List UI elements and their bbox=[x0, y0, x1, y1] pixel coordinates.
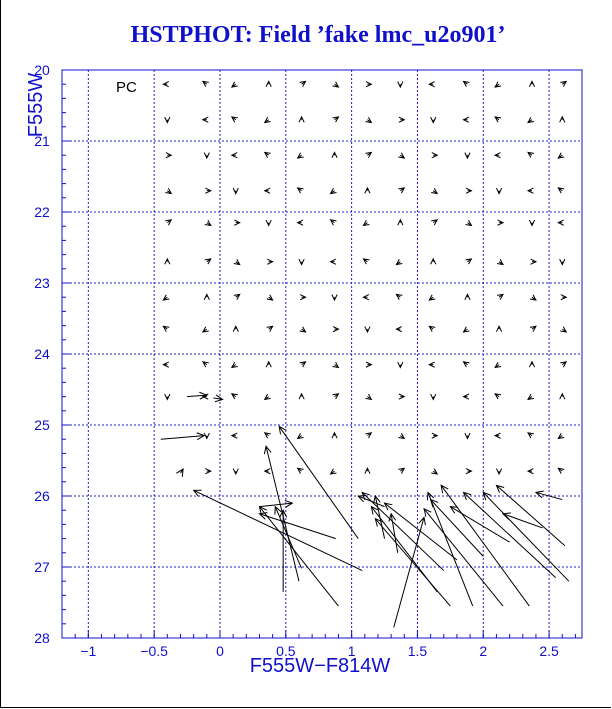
field-chevron bbox=[560, 327, 566, 332]
field-chevron bbox=[165, 117, 170, 122]
field-chevron bbox=[331, 188, 337, 193]
field-chevron bbox=[331, 220, 337, 225]
field-chevron bbox=[496, 326, 501, 331]
vector-arrow bbox=[450, 507, 509, 543]
field-chevron bbox=[464, 327, 470, 332]
field-chevron bbox=[495, 117, 501, 122]
field-chevron bbox=[396, 259, 402, 264]
field-chevron bbox=[299, 259, 304, 264]
vector-arrow bbox=[427, 492, 472, 606]
chart-title: HSTPHOT: Field ’fake lmc_u2o901’ bbox=[130, 22, 506, 48]
field-chevron bbox=[465, 153, 470, 158]
field-chevron bbox=[204, 294, 209, 299]
field-chevron bbox=[232, 82, 238, 87]
field-chevron bbox=[204, 153, 209, 158]
field-chevron bbox=[429, 326, 435, 331]
field-chevron bbox=[232, 153, 237, 158]
field-chevron bbox=[232, 394, 238, 399]
panel-label: PC bbox=[116, 79, 137, 96]
x-tick-label: 1.5 bbox=[407, 643, 428, 659]
field-chevron bbox=[234, 259, 240, 264]
y-tick-label: 20 bbox=[34, 62, 50, 78]
field-chevron bbox=[465, 294, 470, 299]
field-chevron bbox=[560, 117, 565, 122]
field-chevron bbox=[528, 117, 534, 122]
field-chevron bbox=[529, 362, 534, 367]
field-chevron bbox=[497, 259, 503, 264]
field-chevron bbox=[331, 259, 336, 264]
field-chevron bbox=[300, 295, 305, 300]
field-chevron bbox=[365, 468, 370, 473]
field-chevron bbox=[265, 469, 270, 474]
field-chevron bbox=[398, 468, 404, 473]
grid-lines bbox=[62, 70, 582, 638]
x-tick-label: −0.5 bbox=[140, 643, 168, 659]
field-chevron bbox=[464, 117, 469, 122]
field-chevron bbox=[298, 220, 303, 225]
field-chevron bbox=[205, 220, 211, 225]
vector-arrow bbox=[394, 517, 426, 627]
field-chevron bbox=[233, 469, 238, 474]
x-tick-label: 0 bbox=[216, 643, 224, 659]
vector-arrow bbox=[187, 392, 207, 399]
field-chevron bbox=[530, 295, 536, 300]
field-chevron bbox=[363, 295, 368, 300]
vector-arrow bbox=[279, 426, 358, 538]
y-tick-label: 21 bbox=[34, 133, 50, 149]
field-chevron bbox=[560, 81, 566, 86]
field-chevron bbox=[560, 259, 565, 264]
field-chevron bbox=[560, 362, 566, 367]
field-chevron bbox=[333, 117, 339, 122]
vector-arrow bbox=[161, 433, 204, 440]
field-chevron bbox=[267, 259, 272, 264]
y-tick-label: 23 bbox=[34, 275, 50, 291]
field-chevron bbox=[398, 188, 404, 193]
field-chevron bbox=[432, 433, 437, 438]
field-chevron bbox=[165, 259, 170, 264]
field-chevron bbox=[398, 362, 403, 367]
field-chevron bbox=[333, 394, 339, 399]
field-chevron bbox=[466, 469, 471, 474]
field-chevron bbox=[365, 117, 371, 122]
field-chevron bbox=[431, 220, 437, 225]
field-chevron bbox=[233, 326, 238, 331]
field-chevron bbox=[205, 469, 210, 474]
field-chevron bbox=[495, 153, 500, 158]
field-chevron bbox=[497, 294, 503, 299]
field-chevron bbox=[203, 327, 209, 332]
field-chevron bbox=[429, 82, 434, 87]
field-chevron bbox=[332, 152, 337, 157]
field-chevron bbox=[267, 326, 273, 331]
field-chevron bbox=[166, 153, 171, 158]
vector-arrow bbox=[176, 469, 183, 477]
field-chevron bbox=[265, 117, 271, 122]
field-chevron bbox=[528, 433, 534, 438]
field-chevron bbox=[299, 117, 304, 122]
field-chevron bbox=[431, 188, 437, 193]
y-tick-label: 25 bbox=[34, 417, 50, 433]
field-chevron bbox=[366, 82, 371, 87]
field-chevron bbox=[333, 362, 339, 367]
field-chevron bbox=[431, 259, 436, 264]
field-chevron bbox=[331, 469, 337, 474]
vector-arrow bbox=[431, 500, 484, 557]
field-chevron bbox=[465, 433, 470, 438]
field-chevron bbox=[365, 327, 370, 332]
field-chevron bbox=[399, 117, 404, 122]
x-tick-label: 0.5 bbox=[276, 643, 296, 659]
y-tick-label: 22 bbox=[34, 204, 50, 220]
field-chevron bbox=[232, 117, 238, 122]
vector-arrow bbox=[213, 395, 222, 402]
field-chevron bbox=[298, 188, 304, 193]
field-chevron bbox=[333, 82, 339, 87]
field-chevron bbox=[234, 220, 239, 225]
field-chevron bbox=[528, 188, 533, 193]
field-chevron bbox=[396, 294, 402, 299]
field-chevron bbox=[398, 153, 404, 158]
field-chevron bbox=[398, 433, 404, 438]
field-chevron bbox=[299, 394, 304, 399]
field-chevron bbox=[365, 152, 371, 157]
vector-arrow bbox=[259, 500, 292, 507]
vector-arrow bbox=[483, 492, 569, 581]
field-chevron bbox=[495, 433, 500, 438]
field-chevron bbox=[332, 295, 337, 300]
field-chevron bbox=[398, 220, 403, 225]
field-chevron bbox=[265, 433, 271, 438]
field-chevron bbox=[298, 153, 304, 158]
field-chevron bbox=[365, 433, 371, 438]
field-chevron bbox=[396, 327, 401, 332]
y-axis-label: F555W bbox=[25, 72, 47, 138]
field-chevron bbox=[558, 433, 564, 438]
field-chevron bbox=[530, 326, 536, 331]
x-axis-label: F555W−F814W bbox=[249, 655, 391, 677]
field-chevron bbox=[531, 259, 536, 264]
field-chevron bbox=[266, 220, 271, 225]
vector-arrow bbox=[259, 513, 335, 539]
field-chevron bbox=[165, 394, 170, 399]
x-tick-label: 2.5 bbox=[539, 643, 559, 659]
field-chevron bbox=[466, 220, 472, 225]
vector-arrow bbox=[358, 495, 384, 506]
x-tick-label: 1 bbox=[347, 643, 356, 659]
field-chevron bbox=[163, 326, 169, 331]
field-chevron bbox=[496, 469, 501, 474]
y-tick-label: 28 bbox=[34, 630, 50, 646]
field-chevron bbox=[232, 433, 237, 438]
vector-arrow bbox=[375, 519, 450, 606]
field-chevron bbox=[265, 188, 270, 193]
field-chevron bbox=[529, 220, 534, 225]
field-chevron bbox=[232, 362, 238, 367]
field-chevron bbox=[560, 394, 565, 399]
field-chevron bbox=[332, 433, 337, 438]
field-chevron bbox=[365, 394, 371, 399]
field-chevron bbox=[561, 295, 566, 300]
field-chevron bbox=[205, 188, 210, 193]
field-chevron bbox=[300, 81, 306, 86]
field-chevron bbox=[495, 362, 501, 367]
field-chevron bbox=[366, 362, 371, 367]
field-chevron bbox=[529, 81, 534, 86]
field-chevron bbox=[431, 394, 436, 399]
field-chevron bbox=[466, 188, 471, 193]
field-chevron bbox=[298, 433, 304, 438]
field-chevron bbox=[300, 327, 306, 332]
x-tick-label: −1 bbox=[80, 643, 97, 659]
field-chevron bbox=[204, 433, 209, 438]
field-chevron bbox=[265, 394, 271, 399]
vector-arrow bbox=[259, 507, 338, 606]
field-chevron bbox=[165, 220, 171, 225]
field-chevron bbox=[163, 82, 168, 87]
field-chevron bbox=[558, 220, 563, 225]
field-chevron bbox=[203, 117, 208, 122]
field-chevron bbox=[528, 152, 534, 157]
field-chevron bbox=[558, 188, 564, 193]
field-chevron bbox=[234, 294, 240, 299]
field-chevron bbox=[363, 220, 369, 225]
field-chevron bbox=[298, 468, 304, 473]
y-tick-label: 24 bbox=[34, 346, 50, 362]
field-chevron bbox=[205, 259, 211, 264]
field-chevron bbox=[363, 259, 369, 264]
field-chevron bbox=[266, 81, 271, 86]
field-chevron bbox=[432, 153, 437, 158]
field-chevron bbox=[495, 82, 501, 87]
field-chevron bbox=[431, 117, 436, 122]
field-chevron bbox=[466, 259, 472, 264]
field-chevron bbox=[495, 394, 501, 399]
field-chevron bbox=[558, 468, 564, 473]
field-chevron bbox=[265, 152, 271, 157]
field-chevron bbox=[300, 362, 306, 367]
vector-arrow bbox=[424, 509, 503, 606]
field-chevron bbox=[203, 81, 209, 86]
field-chevron bbox=[496, 188, 501, 193]
field-chevron bbox=[365, 188, 370, 193]
field-chevron bbox=[233, 188, 238, 193]
field-chevron bbox=[163, 362, 168, 367]
field-chevron bbox=[464, 81, 470, 86]
field-chevron bbox=[429, 295, 435, 300]
field-chevron bbox=[528, 469, 533, 474]
field-chevron bbox=[165, 188, 171, 193]
field-chevron bbox=[266, 362, 271, 367]
field-chevron bbox=[203, 362, 209, 367]
y-tick-label: 26 bbox=[34, 488, 50, 504]
y-tick-label: 27 bbox=[34, 559, 50, 575]
field-chevron bbox=[267, 295, 273, 300]
field-chevron bbox=[464, 362, 470, 367]
field-chevron bbox=[398, 82, 403, 87]
field-chevron bbox=[528, 394, 534, 399]
vector-arrow bbox=[385, 503, 457, 560]
field-chevron bbox=[429, 362, 434, 367]
field-chevron bbox=[464, 394, 469, 399]
field-chevron bbox=[333, 327, 338, 332]
field-chevron bbox=[431, 469, 437, 474]
field-chevron bbox=[558, 153, 564, 158]
x-tick-label: 2 bbox=[479, 643, 488, 659]
axis-ticks bbox=[34, 62, 575, 659]
field-chevron bbox=[498, 220, 503, 225]
field-chevron bbox=[399, 394, 404, 399]
field-chevron bbox=[163, 295, 169, 300]
